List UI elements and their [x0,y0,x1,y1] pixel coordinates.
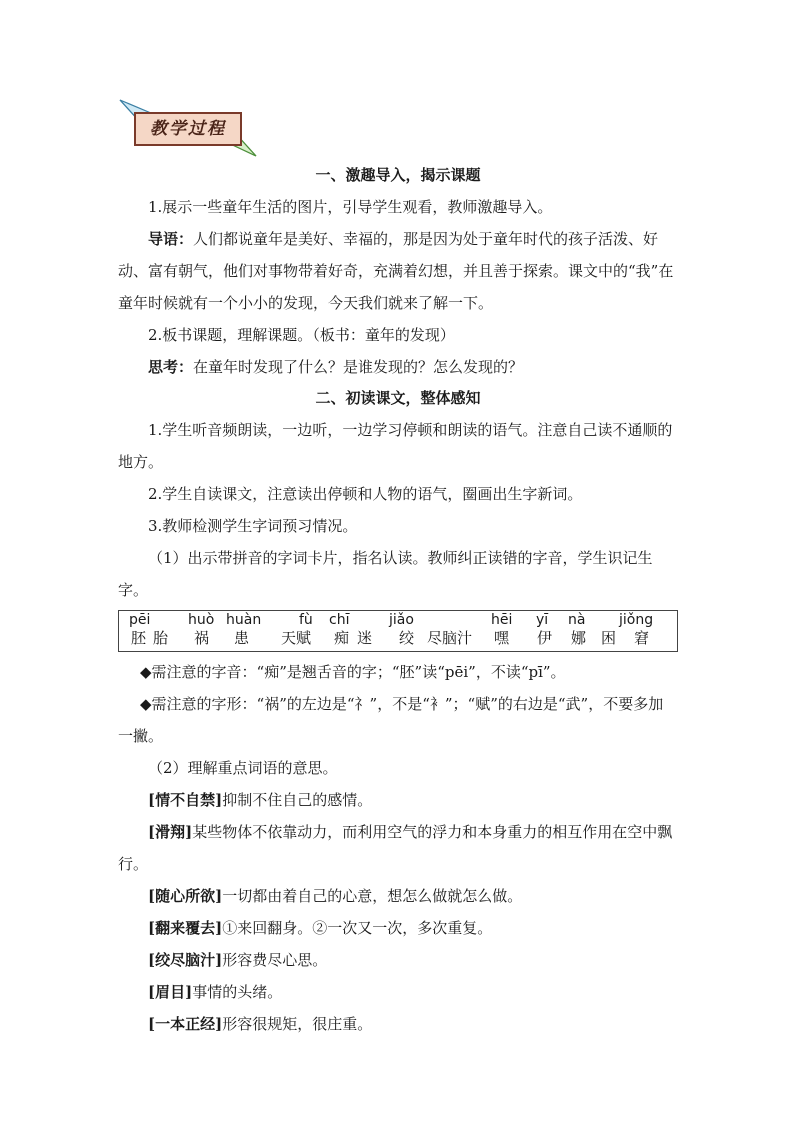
pinyin-item: jiǒng [619,612,654,628]
pinyin-card [118,610,678,652]
hanzi-item: 天赋 [281,629,312,647]
intro-text: 人们都说童年是美好、幸福的，那是因为处于童年时代的孩子活泼、好动、富有朝气，他们对事物带着好奇，充满着幻想，并且善于探索。课文中的“我”在童年时候就有一个小小的发现，今天我们就来了解一下。 [118,230,674,312]
pinyin-item: jiǎo [389,612,414,628]
term-row [118,912,678,944]
pinyin-item: huàn [226,612,262,628]
term-label: [随心所欲] [148,887,223,905]
term-def: ①来回翻身。②一次又一次，多次重复。 [222,919,493,937]
term-row [118,944,678,976]
section2-p3: 3.教师检测学生字词预习情况。 [148,517,358,535]
term-def: 某些物体不依靠动力，而利用空气的浮力和本身重力的相互作用在空中飘行。 [118,823,673,873]
hanzi-item: 娜 [571,629,587,647]
hanzi-item: 伊 [537,629,553,647]
note-pronunciation: ◆需注意的字音：“痴”是翘舌音的字；“胚”读“pēi”，不读“pī”。 [140,663,566,681]
section1-p3: 2.板书课题，理解课题。（板书：童年的发现） [148,326,455,344]
hanzi-item: 嘿 [494,629,510,647]
section1-p4 [118,351,678,383]
term-row [118,1008,678,1040]
term-label: [绞尽脑汁] [148,951,223,969]
section2-heading: 二、初读课文，整体感知 [315,389,481,407]
section2-p5: （2）理解重点词语的意思。 [148,759,338,777]
pinyin-item: fù [299,612,313,628]
intro-label: 导语： [148,230,194,248]
pinyin-item: pēi [129,612,151,628]
term-def: 形容费尽心思。 [222,951,328,969]
section1-p2 [118,223,678,319]
hanzi-item: 胚 [131,629,147,647]
hanzi-item: 祸 [194,629,210,647]
section2-p1: 1.学生听音频朗读，一边听，一边学习停顿和朗读的语气。注意自己读不通顺的地方。 [118,421,673,471]
term-label: [一本正经] [148,1015,223,1033]
term-def: 形容很规矩，很庄重。 [222,1015,373,1033]
hanzi-item: 痴 [334,629,350,647]
pinyin-item: yī [536,612,549,628]
hanzi-item: 尽脑汁 [427,629,473,647]
term-row [118,880,678,912]
think-text: 在童年时发现了什么？是谁发现的？怎么发现的？ [193,358,524,376]
hanzi-item: 窘 [634,629,650,647]
term-label: [翻来覆去] [148,919,223,937]
hanzi-item: 迷 [357,629,373,647]
term-row [118,816,678,880]
hanzi-item: 患 [234,629,250,647]
hanzi-item: 困 [601,629,617,647]
section1-p1: 1.展示一些童年生活的图片，引导学生观看，教师激趣导入。 [148,198,553,216]
term-label: [情不自禁] [148,791,223,809]
pinyin-item: nà [568,612,586,628]
term-label: [眉目] [148,983,193,1001]
pinyin-item: chī [329,612,350,628]
section2-p4: （1）出示带拼音的字词卡片，指名认读。教师纠正读错的字音，学生识记生字。 [118,549,653,599]
think-label: 思考： [148,358,194,376]
pinyin-item: hēi [491,612,513,628]
term-def: 抑制不住自己的感情。 [222,791,373,809]
term-row [118,784,678,816]
section1-heading: 一、激趣导入，揭示课题 [315,166,481,184]
note-glyph: ◆需注意的字形：“祸”的左边是“礻”，不是“衤”；“赋”的右边是“武”，不要多加一撇。 [118,695,664,745]
term-label: [滑翔] [148,823,193,841]
section-badge [118,98,258,160]
lesson-content [118,160,678,1040]
section2-p2: 2.学生自读课文，注意读出停顿和人物的语气，圈画出生字新词。 [148,485,583,503]
term-def: 事情的头绪。 [192,983,283,1001]
pinyin-item: huò [188,612,215,628]
hanzi-item: 胎 [153,629,169,647]
badge-title: 教学过程 [150,119,226,139]
hanzi-item: 绞 [399,629,415,647]
term-def: 一切都由着自己的心意，想怎么做就怎么做。 [222,887,523,905]
term-row [118,976,678,1008]
